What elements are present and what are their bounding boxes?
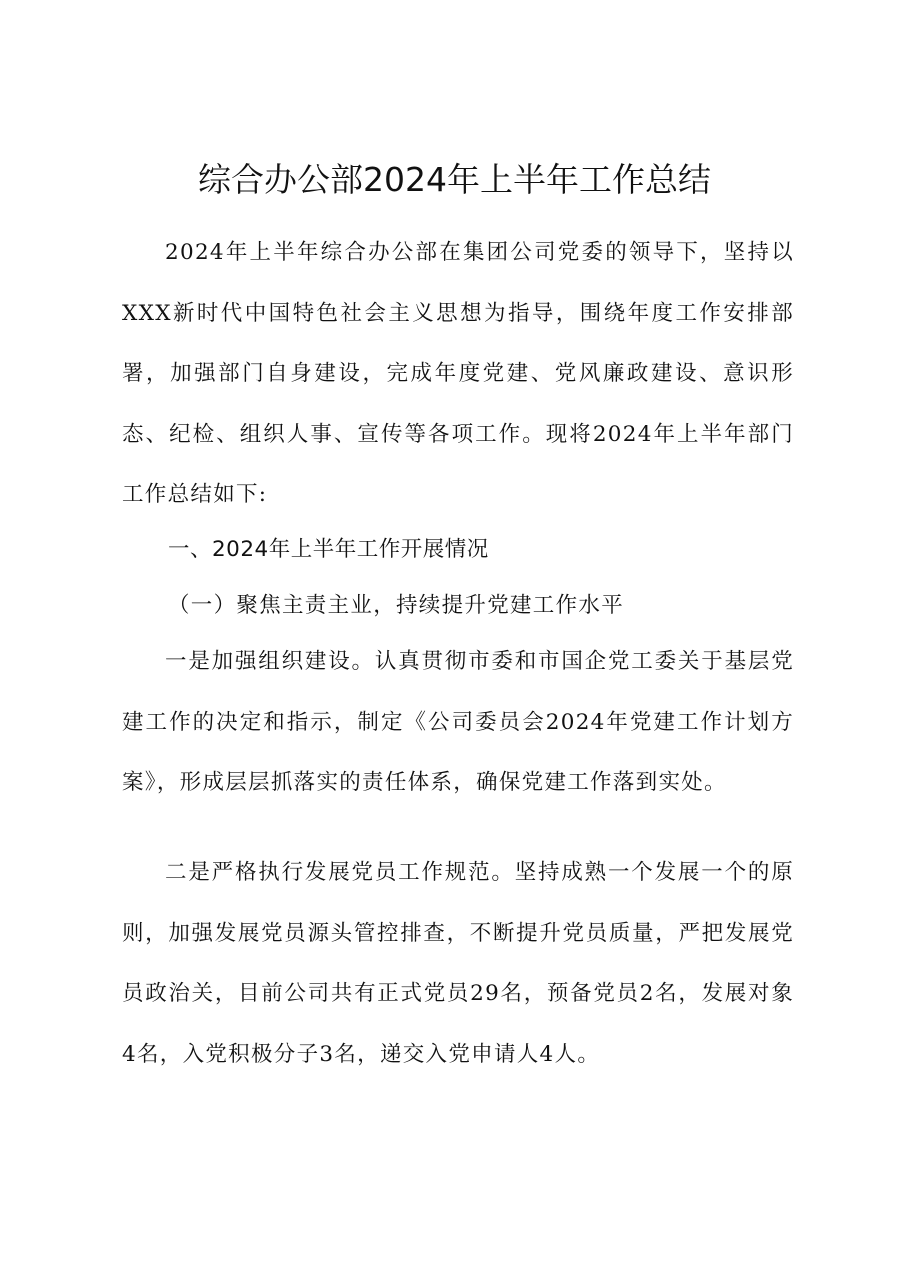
section-heading: 一、2024年上半年工作开展情况 — [168, 537, 489, 562]
intro-paragraph: 2024年上半年综合办公部在集团公司党委的领导下，坚持以XXX新时代中国特色社会主义思想为指导，围绕年度工作安排部署，加强部门自身建设，完成年度党建、党风廉政建设、意识形态、纪检、组织人事、宣传等各项工作。现将2024年上半年部门工作总结如下: — [122, 240, 794, 507]
subsection-heading: （一）聚焦主责主业，持续提升党建工作水平 — [168, 593, 625, 618]
document-title: 综合办公部2024年上半年工作总结 — [198, 160, 711, 199]
body-paragraph-organization: 一是加强组织建设。认真贯彻市委和市国企党工委关于基层党建工作的决定和指示，制定《公司委员会2024年党建工作计划方案》，形成层层抓落实的责任体系，确保党建工作落到实处。 — [122, 649, 794, 795]
body-paragraph-party-members: 二是严格执行发展党员工作规范。坚持成熟一个发展一个的原则，加强发展党员源头管控排查，不断提升党员质量，严把发展党员政治关，目前公司共有正式党员29名，预备党员2名，发展对象4名，入党积极分子3名，递交入党申请人4人。 — [122, 860, 794, 1067]
